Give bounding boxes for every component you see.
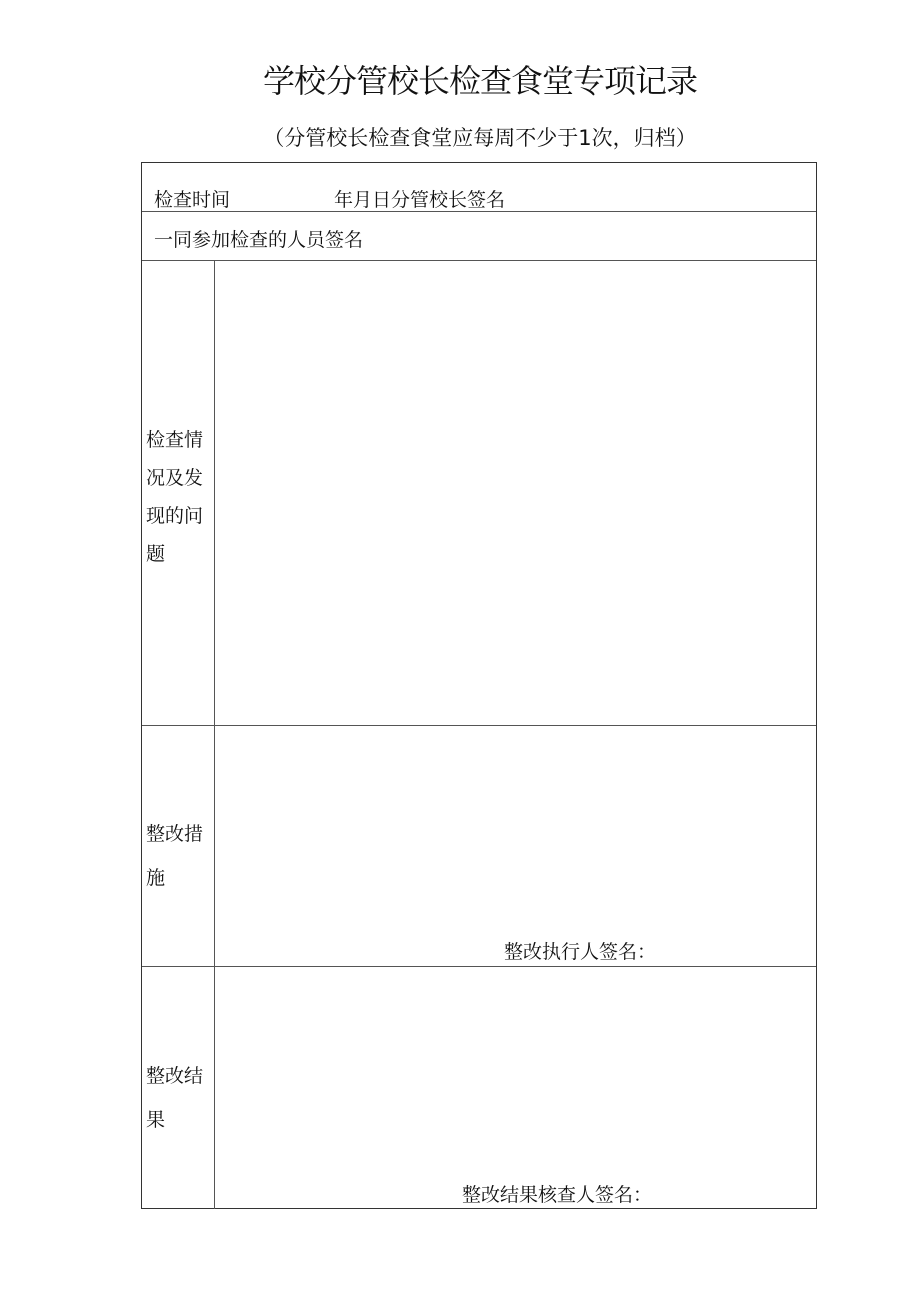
results-label: 整改结果: [146, 1065, 204, 1131]
results-verifier-signature-label: 整改结果核查人签名：: [462, 1184, 653, 1206]
date-and-principal-signature-label: 年月日分管校长签名: [334, 189, 506, 211]
measures-row: [142, 726, 816, 967]
inspection-time-label: 检查时间: [154, 189, 231, 211]
measures-executor-signature-label: 整改执行人签名：: [504, 941, 657, 963]
results-row: [142, 967, 816, 1209]
results-label-cell: [142, 967, 215, 1209]
findings-label: 检查情况及发现的问题: [146, 429, 204, 565]
page-subtitle: （分管校长检查食堂应每周不少于1次，归档）: [263, 126, 697, 150]
measures-content-cell[interactable]: [215, 726, 816, 966]
participants-signature-label: 一同参加检查的人员签名: [154, 229, 364, 251]
findings-label-cell: [142, 261, 215, 725]
findings-content-cell[interactable]: [215, 261, 816, 725]
measures-label-cell: [142, 726, 215, 966]
participants-row: [142, 212, 816, 261]
inspection-record-form: [141, 162, 817, 1209]
measures-label: 整改措施: [146, 823, 204, 889]
page-title: 学校分管校长检查食堂专项记录: [262, 62, 697, 100]
results-content-cell[interactable]: [215, 967, 816, 1209]
inspection-time-row: [142, 163, 816, 212]
findings-row: [142, 261, 816, 726]
